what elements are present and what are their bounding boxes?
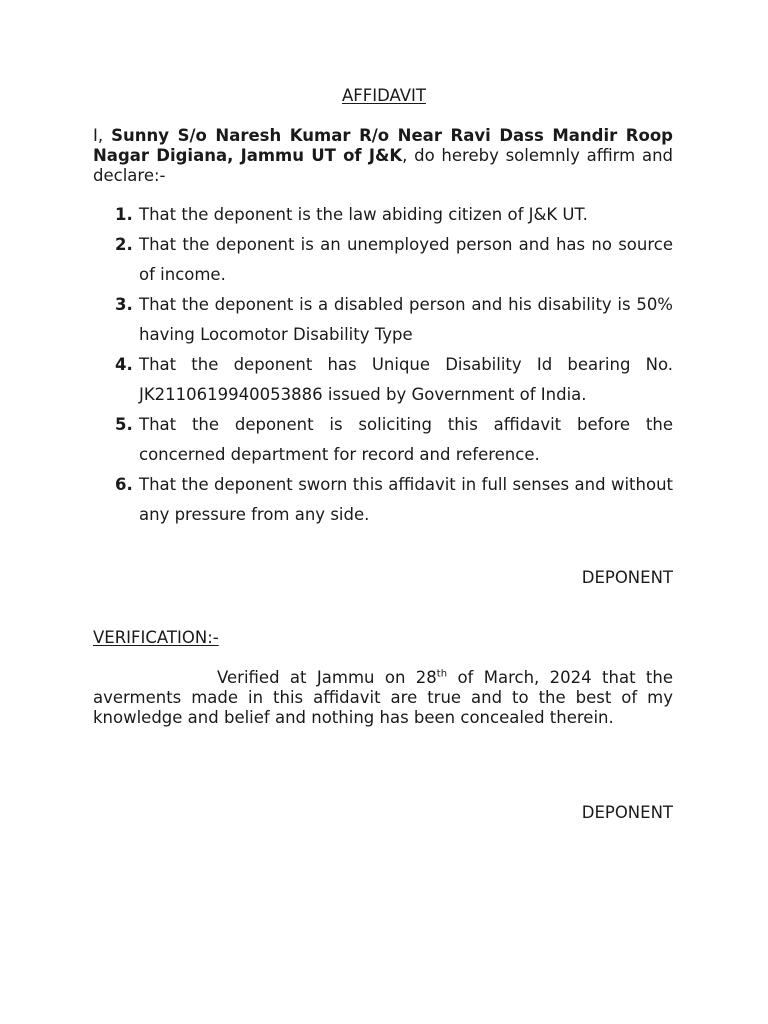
declaration-text: That the deponent sworn this affidavit in full senses and without any pressure from any side. xyxy=(139,475,673,524)
declaration-number: 3. xyxy=(115,295,133,314)
declaration-item xyxy=(93,230,673,290)
document-title: AFFIDAVIT xyxy=(341,86,426,105)
declarations-list xyxy=(93,200,673,530)
verification-paragraph xyxy=(93,668,673,728)
declaration-number: 2. xyxy=(115,235,133,254)
intro-suffix: , do hereby solemnly affirm and declare:- xyxy=(93,146,673,185)
declaration-number: 4. xyxy=(115,355,133,374)
declaration-item xyxy=(93,410,673,470)
declaration-item xyxy=(93,350,673,410)
declaration-text: That the deponent is soliciting this affidavit before the concerned department for record and reference. xyxy=(139,415,673,464)
verification-text-start: Verified at Jammu on 28 xyxy=(217,668,437,687)
declaration-item xyxy=(93,470,673,530)
deponent-signature-label: DEPONENT xyxy=(581,568,673,587)
deponent-verification-label: DEPONENT xyxy=(581,803,673,822)
verification-heading: VERIFICATION:- xyxy=(93,628,219,647)
ordinal-suffix: th xyxy=(436,668,448,680)
declaration-text: That the deponent is an unemployed person and has no source of income. xyxy=(139,235,673,284)
declaration-number: 6. xyxy=(115,475,133,494)
intro-prefix: I, xyxy=(93,126,112,145)
declaration-text: That the deponent is the law abiding citizen of J&K UT. xyxy=(139,205,588,224)
declaration-text: That the deponent is a disabled person and his disability is 50% having Locomotor Disability Type xyxy=(139,295,673,344)
declaration-item xyxy=(93,200,673,230)
deponent-identity: Sunny S/o Naresh Kumar R/o Near Ravi Dass Mandir Roop Nagar Digiana, Jammu UT of J&K xyxy=(93,126,673,165)
verification-text-end: of March, 2024 that the averments made in this affidavit are true and to the best of my knowledge and belief and nothing has been concealed therein. xyxy=(93,668,674,727)
intro-paragraph xyxy=(93,126,673,186)
declaration-number: 5. xyxy=(115,415,133,434)
declaration-text: That the deponent has Unique Disability Id bearing No. JK2110619940053886 issued by Government of India. xyxy=(139,355,673,404)
declaration-number: 1. xyxy=(115,205,133,224)
declaration-item xyxy=(93,290,673,350)
